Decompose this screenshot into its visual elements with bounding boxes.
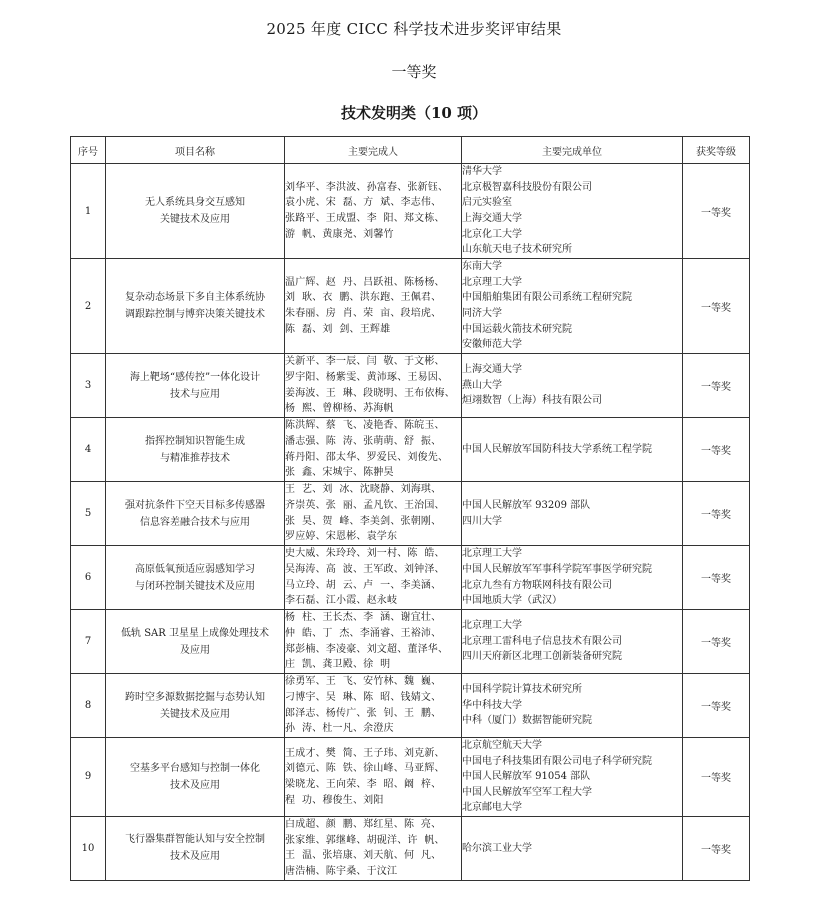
row-contributors: 杨 柱、王长杰、李 涵、谢宜壮、 仲 皓、丁 杰、李涌睿、王裕沛、 郑彭楠、李凌豪、刘文超、董泽华、 庄 凯、龚卫殿、徐 明 (285, 610, 462, 674)
row-contributors: 陈洪辉、蔡 飞、凌艳香、陈皖玉、 潘志强、陈 涛、张萌萌、舒 振、 蒋丹阳、邵太华、罗爱民、刘俊先、 张 鑫、宋城宇、陈翀昊 (285, 418, 462, 482)
row-project-name: 复杂动态场景下多自主体系统协 调跟踪控制与博弈决策关键技术 (106, 259, 285, 354)
row-units: 北京理工大学 中国人民解放军军事科学院军事医学研究院 北京九叁有方物联网科技有限公司 中国地质大学（武汉） (462, 546, 683, 610)
row-award-level: 一等奖 (683, 482, 750, 546)
row-units: 东南大学 北京理工大学 中国船舶集团有限公司系统工程研究院 同济大学 中国运载火箭技术研究院 安徽师范大学 (462, 259, 683, 354)
table-row (71, 738, 750, 817)
page-title: 2025 年度 CICC 科学技术进步奖评审结果 (266, 20, 562, 38)
table-row (71, 418, 750, 482)
row-units: 北京理工大学 北京理工雷科电子信息技术有限公司 四川天府新区北理工创新装备研究院 (462, 610, 683, 674)
row-project-name: 高原低氧预适应弱感知学习 与闭环控制关键技术及应用 (106, 546, 285, 610)
row-award-level: 一等奖 (683, 418, 750, 482)
header-main-contributors: 主要完成人 (285, 137, 462, 164)
row-units: 清华大学 北京极智嘉科技股份有限公司 启元实验室 上海交通大学 北京化工大学 山东航天电子技术研究所 (462, 164, 683, 259)
row-award-level: 一等奖 (683, 610, 750, 674)
row-units: 中国科学院计算技术研究所 华中科技大学 中科（厦门）数据智能研究院 (462, 674, 683, 738)
header-award-level: 获奖等级 (683, 137, 750, 164)
table-header-row (71, 137, 750, 164)
row-project-name: 强对抗条件下空天目标多传感器 信息容差融合技术与应用 (106, 482, 285, 546)
table-row (71, 816, 750, 880)
table-row (71, 259, 750, 354)
row-units: 中国人民解放军国防科技大学系统工程学院 (462, 418, 683, 482)
row-units: 中国人民解放军 93209 部队 四川大学 (462, 482, 683, 546)
row-project-name: 飞行器集群智能认知与安全控制 技术及应用 (106, 816, 285, 880)
table-row (71, 610, 750, 674)
award-level-heading: 一等奖 (391, 63, 437, 81)
row-contributors: 温广辉、赵 丹、吕跃祖、陈杨杨、 刘 耿、衣 鹏、洪东跑、王佩君、 朱春丽、房 肖、荣 亩、段培虎、 陈 磊、刘 剑、王辉雄 (285, 259, 462, 354)
row-contributors: 关新平、李一辰、闫 敬、于文彬、 罗宇阳、杨紫雯、黄沛琢、王易因、 姜海波、王 琳、段晓明、王布依梅、 杨 熙、曾柳杨、苏海帆 (285, 354, 462, 418)
row-contributors: 白成超、颜 鹏、郑红星、陈 亮、 张家维、郭继峰、胡砚洋、许 帆、 王 温、张培康、刘天航、何 凡、 唐浩楠、陈宇桑、于汶江 (285, 816, 462, 880)
row-seq: 2 (71, 259, 106, 354)
row-award-level: 一等奖 (683, 164, 750, 259)
row-seq: 1 (71, 164, 106, 259)
row-contributors: 史大威、朱玲玲、刘一村、陈 皓、 吴海涛、高 波、王军政、刘钟泽、 马立玲、胡 云、卢 一、李美涵、 李石磊、江小霞、赵永岐 (285, 546, 462, 610)
row-project-name: 指挥控制知识智能生成 与精准推荐技术 (106, 418, 285, 482)
row-seq: 9 (71, 738, 106, 817)
row-seq: 6 (71, 546, 106, 610)
row-units: 上海交通大学 燕山大学 烜翊数智（上海）科技有限公司 (462, 354, 683, 418)
row-seq: 10 (71, 816, 106, 880)
row-award-level: 一等奖 (683, 738, 750, 817)
row-project-name: 无人系统具身交互感知 关键技术及应用 (106, 164, 285, 259)
row-contributors: 王成才、樊 简、王子玮、刘克新、 刘德元、陈 铁、徐山峰、马亚辉、 梁晓龙、王向荣、李 昭、阚 梓、 程 功、穆俊生、刘阳 (285, 738, 462, 817)
header-project-name: 项目名称 (106, 137, 285, 164)
table-row (71, 164, 750, 259)
row-seq: 3 (71, 354, 106, 418)
header-main-units: 主要完成单位 (462, 137, 683, 164)
row-award-level: 一等奖 (683, 354, 750, 418)
row-seq: 5 (71, 482, 106, 546)
row-award-level: 一等奖 (683, 546, 750, 610)
table-row (71, 482, 750, 546)
table-row (71, 674, 750, 738)
row-units: 哈尔滨工业大学 (462, 816, 683, 880)
row-contributors: 徐勇军、王 飞、安竹林、魏 巍、 刁博宇、吴 琳、陈 昭、钱婧文、 郎泽志、杨传广、张 钊、王 鹏、 孙 涛、杜一凡、余澄庆 (285, 674, 462, 738)
row-contributors: 王 艺、刘 冰、沈晓静、刘海琪、 齐崇英、张 丽、孟凡钦、王治国、 张 昊、贺 峰、李美剑、张朝刚、 罗应婷、宋恩彬、袁学东 (285, 482, 462, 546)
row-project-name: 跨时空多源数据挖掘与态势认知 关键技术及应用 (106, 674, 285, 738)
results-table (70, 136, 750, 881)
row-project-name: 海上靶场“感传控”一体化设计 技术与应用 (106, 354, 285, 418)
row-seq: 4 (71, 418, 106, 482)
row-seq: 8 (71, 674, 106, 738)
row-award-level: 一等奖 (683, 259, 750, 354)
row-seq: 7 (71, 610, 106, 674)
category-heading: 技术发明类（10 项） (340, 104, 488, 122)
table-row (71, 546, 750, 610)
row-project-name: 空基多平台感知与控制一体化 技术及应用 (106, 738, 285, 817)
row-units: 北京航空航天大学 中国电子科技集团有限公司电子科学研究院 中国人民解放军 91054 部队 中国人民解放军空军工程大学 北京邮电大学 (462, 738, 683, 817)
row-award-level: 一等奖 (683, 816, 750, 880)
row-project-name: 低轨 SAR 卫星星上成像处理技术 及应用 (106, 610, 285, 674)
row-award-level: 一等奖 (683, 674, 750, 738)
header-seq: 序号 (71, 137, 106, 164)
table-row (71, 354, 750, 418)
row-contributors: 刘华平、李洪波、孙富春、张新钰、 袁小虎、宋 磊、方 斌、李志伟、 张路平、王成盟、李 阳、郑文栋、 游 帆、黄康尧、刘馨竹 (285, 164, 462, 259)
